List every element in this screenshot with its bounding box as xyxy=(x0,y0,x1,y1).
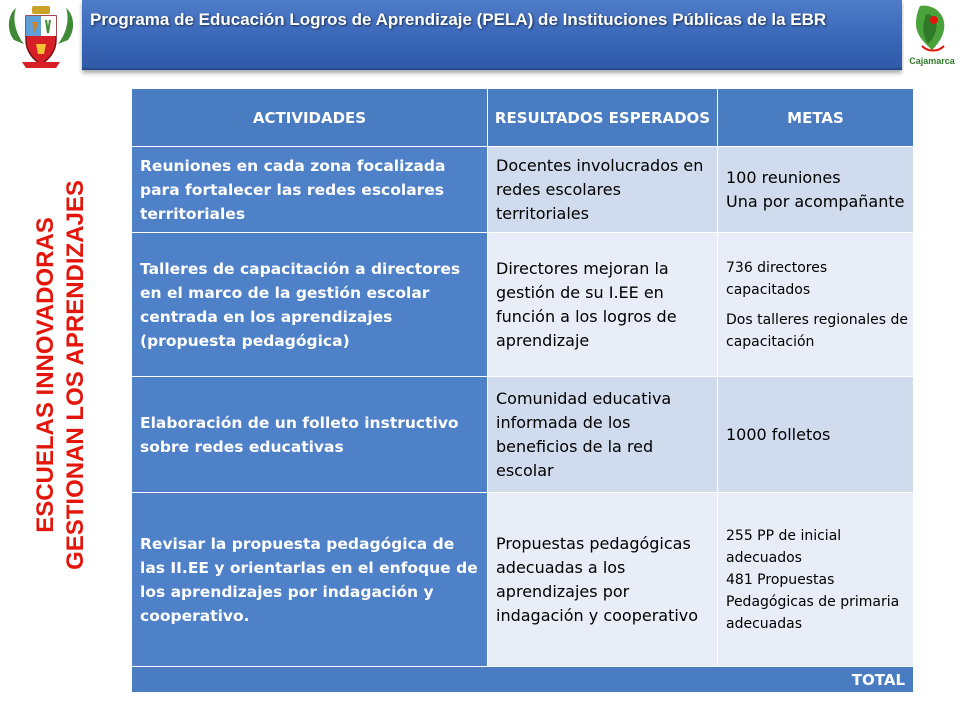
table-row xyxy=(132,147,914,233)
goal-item: 100 reuniones xyxy=(726,167,841,187)
goal-item: 736 directores capacitados xyxy=(726,259,828,298)
column-header-actividades: ACTIVIDADES xyxy=(132,89,488,147)
activity-cell: Reuniones en cada zona focalizada para fortalecer las redes escolares territoriales xyxy=(132,147,488,233)
activity-cell: Elaboración de un folleto instructivo sobre redes educativas xyxy=(132,377,488,493)
result-cell: Propuestas pedagógicas adecuadas a los aprendizajes por indagación y cooperativo xyxy=(488,493,718,667)
goals-cell xyxy=(718,147,914,233)
cajamarca-logo-text: Cajamarca xyxy=(909,56,955,66)
table-header-row xyxy=(132,89,914,147)
cajamarca-logo xyxy=(904,0,960,72)
slide-header xyxy=(0,0,960,74)
goal-item: 255 PP de inicial adecuados xyxy=(726,527,842,566)
activity-cell: Revisar la propuesta pedagógica de las II.EE y orientarlas en el enfoque de los aprendizajes por indagación y cooperativo. xyxy=(132,493,488,667)
goals-cell xyxy=(718,377,914,493)
result-cell: Comunidad educativa informada de los beneficios de la red escolar xyxy=(488,377,718,493)
table-row xyxy=(132,493,914,667)
goals-cell xyxy=(718,493,914,667)
total-row xyxy=(132,667,914,693)
side-title-line-2: GESTIONAN LOS APRENDIZAJES xyxy=(62,180,89,570)
goal-item: Dos talleres regionales de capacitación xyxy=(726,311,908,350)
table-row xyxy=(132,377,914,493)
column-header-resultados: RESULTADOS ESPERADOS xyxy=(488,89,718,147)
activities-table xyxy=(131,88,914,693)
column-header-metas: METAS xyxy=(718,89,914,147)
peru-coat-of-arms-logo xyxy=(2,0,80,72)
goal-item: 1000 folletos xyxy=(726,424,831,444)
goal-item: 481 Propuestas Pedagógicas de primaria adecuadas xyxy=(726,571,900,632)
goal-item: Una por acompañante xyxy=(726,191,905,211)
table-row xyxy=(132,233,914,377)
goals-cell xyxy=(718,233,914,377)
page-title: Programa de Educación Logros de Aprendizaje (PELA) de Instituciones Públicas de la EBR xyxy=(90,10,827,29)
total-label: TOTAL xyxy=(132,667,914,693)
activity-cell: Talleres de capacitación a directores en el marco de la gestión escolar centrada en los aprendizajes (propuesta pedagógica) xyxy=(132,233,488,377)
side-title xyxy=(26,150,126,600)
result-cell: Directores mejoran la gestión de su I.EE en función a los logros de aprendizaje xyxy=(488,233,718,377)
result-cell: Docentes involucrados en redes escolares territoriales xyxy=(488,147,718,233)
side-title-line-1: ESCUELAS INNOVADORAS xyxy=(32,217,59,533)
